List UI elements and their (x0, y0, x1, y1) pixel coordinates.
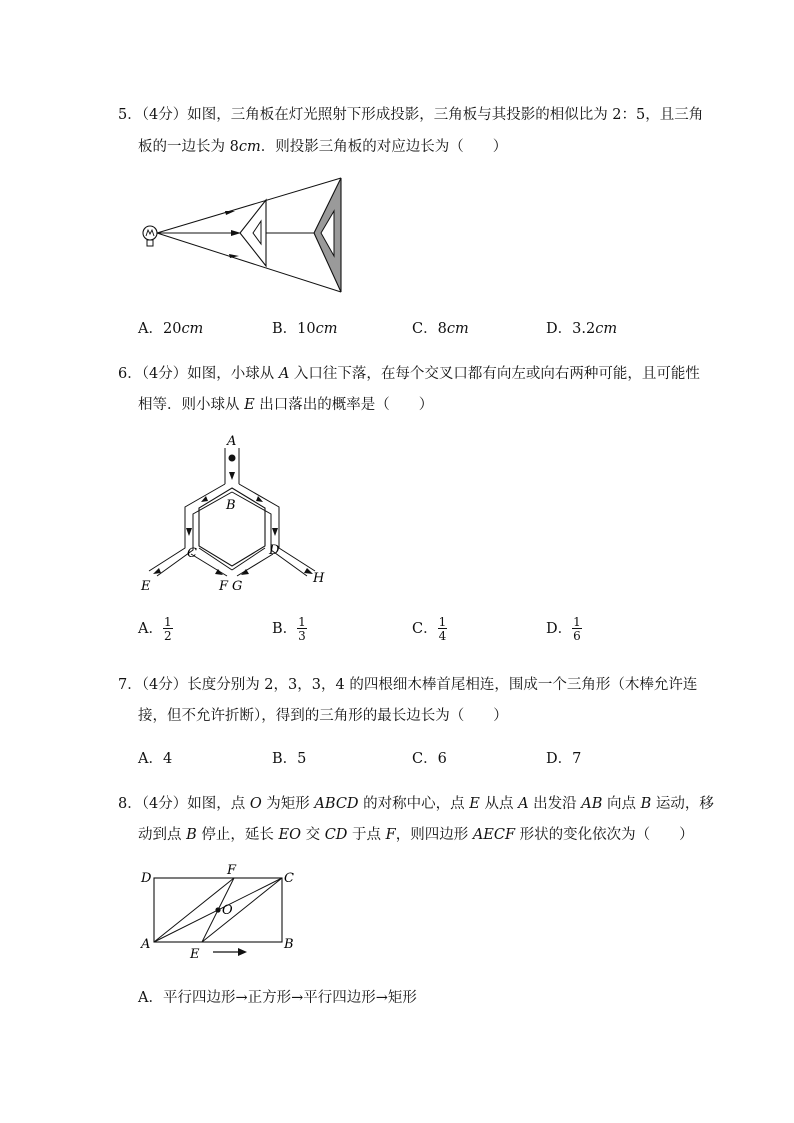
q8-text-line2: 动到点 B 停止，延长 EO 交 CD 于点 F，则四边形 AECF 形状的变化依次为（ ） (138, 827, 694, 843)
q8-label-f: F (227, 863, 237, 878)
q5-unit: cm (238, 139, 261, 155)
q5-text-line2 (138, 135, 507, 156)
q5-option-a[interactable]: A．20cm (138, 321, 204, 337)
q6-label-d: D (269, 543, 280, 558)
q7-option-c[interactable]: C．6 (412, 751, 447, 767)
q5-option-c[interactable]: C．8cm (412, 321, 469, 337)
q6-option-d[interactable]: D． $\frac{1}{6}$ (546, 615, 581, 643)
q5-text-b: ．则投影三角板的对应边长为（ ） (260, 139, 508, 155)
q6-label-f: F (219, 579, 229, 594)
q8-label-c: C (284, 871, 294, 886)
q6-label-a: A (227, 434, 237, 449)
q8-label-o: O (222, 903, 233, 918)
q8-label-d: D (141, 871, 152, 886)
q8-label-b: B (284, 937, 294, 952)
q6-label-h: H (313, 571, 325, 586)
q6-figure-ball-paths (135, 430, 335, 600)
lamp-icon (143, 226, 157, 246)
q6-text-line2: 相等．则小球从 E 出口落出的概率是（ ） (138, 397, 434, 413)
q6-option-c[interactable]: C． $\frac{1}{4}$ (412, 615, 447, 643)
q8-option-a[interactable]: A．平行四边形→正方形→平行四边形→矩形 (138, 990, 417, 1006)
q6-label-e: E (141, 579, 151, 594)
q7-option-d[interactable]: D．7 (546, 751, 582, 767)
q6-option-a[interactable]: A． $\frac{1}{2}$ (138, 615, 172, 643)
q8-label-a: A (141, 937, 151, 952)
q6-option-b[interactable]: B． $\frac{1}{3}$ (272, 615, 306, 643)
q5-text-line1: 5．（4分）如图，三角板在灯光照射下形成投影，三角板与其投影的相似比为 2：5，且三角 (118, 107, 704, 123)
q6-text-line1: 6．（4分）如图，小球从 A 入口往下落，在每个交叉口都有向左或向右两种可能，且可能性 (118, 366, 700, 382)
q7-text-line2: 接，但不允许折断），得到的三角形的最长边长为（ ） (138, 708, 508, 724)
q8-label-e: E (190, 947, 200, 962)
q7-option-b[interactable]: B．5 (272, 751, 307, 767)
q6-label-g: G (232, 579, 243, 594)
q5-figure-projection (135, 170, 350, 300)
q8-text-line1: 8．（4分）如图，点 O 为矩形 ABCD 的对称中心，点 E 从点 A 出发沿 AB 向点 B 运动，移 (118, 796, 714, 812)
q8-figure-rectangle (135, 860, 305, 965)
q5-option-b[interactable]: B．10cm (272, 321, 338, 337)
q6-label-b: B (226, 498, 236, 513)
q7-text-line1: 7．（4分）长度分别为 2，3，3，4 的四根细木棒首尾相连，围成一个三角形（木棒允许连 (118, 677, 698, 693)
q5-option-d[interactable]: D．3.2cm (546, 321, 618, 337)
q7-option-a[interactable]: A．4 (138, 751, 173, 767)
q6-label-c: C (187, 546, 197, 561)
q5-text-a: 板的一边长为 8 (138, 139, 239, 155)
